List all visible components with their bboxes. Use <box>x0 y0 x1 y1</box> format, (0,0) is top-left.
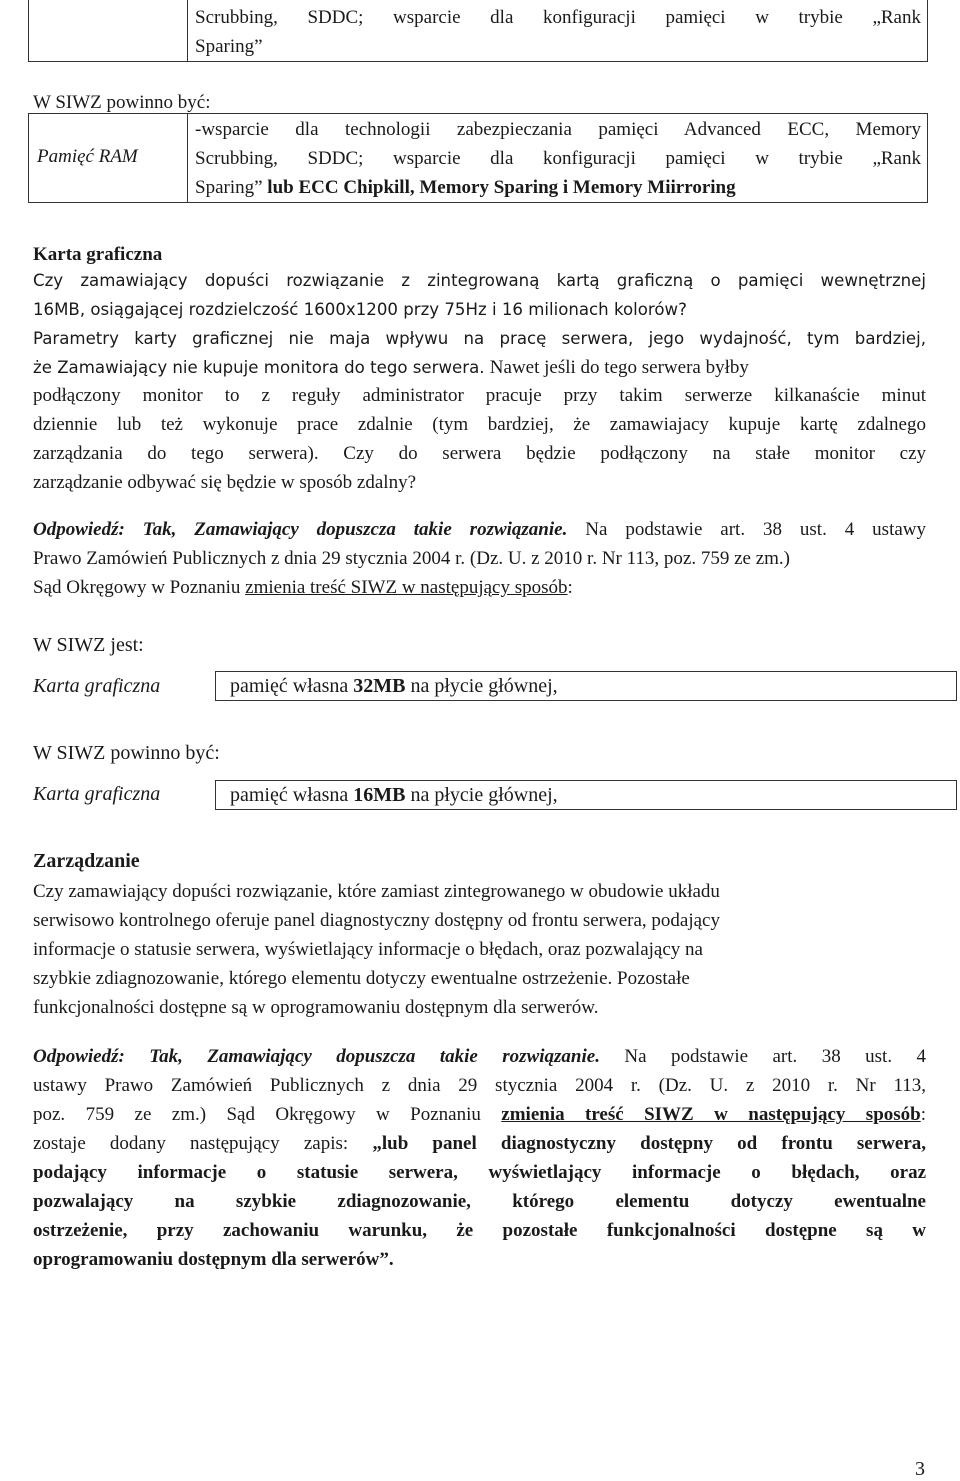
table-cell-should-text: pamięć własna 16MB na płycie głównej, <box>230 784 558 806</box>
table-cell-is-text: pamięć własna 32MB na płycie głównej, <box>230 675 558 697</box>
section-label: W SIWZ powinno być: <box>33 742 220 764</box>
section-label: W SIWZ powinno być: <box>33 92 211 113</box>
section-label: W SIWZ jest: <box>33 634 144 656</box>
table-cell-text: Scrubbing, SDDC; wsparcie dla konfiguracji pamięci w trybie „Rank Sparing” <box>195 7 921 57</box>
karta-label: Karta graficzna <box>33 675 161 697</box>
karta-label: Karta graficzna <box>33 783 161 805</box>
zarzadzanie-question: Czy zamawiający dopuści rozwiązanie, które zamiast zintegrowanego w obudowie układu serwisowo kontrolnego oferuje panel diagnostyczny dostępny od frontu serwera, podający informacje o statusie serwera, wyświetlający informacje o błędach, oraz pozwalający na szybkie zdiagnozowanie, którego elementu dotyczy ewentualne ostrzeżenie. Pozostałe funkcjonalności dostępne są w oprogramowaniu dostępnym dla serwerów. <box>33 881 720 1018</box>
ram-label: Pamięć RAM <box>37 146 138 167</box>
page-number: 3 <box>915 1458 925 1480</box>
table-divider-top <box>187 0 188 62</box>
answer-1: Odpowiedź: Tak, Zamawiający dopuszcza takie rozwiązanie. Na podstawie art. 38 ust. 4 ustawy Prawo Zamówień Publicznych z dnia 29 stycznia 2004 r. (Dz. U. z 2010 r. Nr 113, poz. 759 ze zm.) Sąd Okręgowy w Poznaniu zmienia treść SIWZ w następujący sposób: <box>33 519 926 598</box>
heading-zarzadzanie: Zarządzanie <box>33 850 140 872</box>
karta-question: Czy zamawiający dopuści rozwiązanie z zintegrowaną kartą graficzną o pamięci wewnętrznej 16MB, osiągającej rozdzielczość 1600x1200 przy 75Hz i 16 milionach kolorów? Parametry karty graficznej nie maja wpływu na pracę serwera, jego wydajność, tym bardziej, że Zamawiający nie kupuje monitora do tego serwera. Nawet jeśli do tego serwera byłby <box>33 271 926 378</box>
heading-karta-graficzna: Karta graficzna <box>33 244 163 265</box>
answer-2: Odpowiedź: Tak, Zamawiający dopuszcza takie rozwiązanie. Na podstawie art. 38 ust. 4 ustawy Prawo Zamówień Publicznych z dnia 29 stycznia 2004 r. (Dz. U. z 2010 r. Nr 113, poz. 759 ze zm.) Sąd Okręgowy w Poznaniu zmienia treść SIWZ w następujący sposób: zostaje dodany następujący zapis: „lub panel diagnostyczny dostępny od frontu serwera, podający informacje o statusie serwera, wyświetlający informacje o błędach, oraz pozwalający na szybkie zdiagnozowanie, którego elementu dotyczy ewentualne ostrzeżenie, przy zachowaniu warunku, że pozostałe funkcjonalności dostępne są w oprogramowaniu dostępnym dla serwerów”. <box>33 1046 927 1270</box>
table-divider-ram <box>187 113 188 203</box>
ram-cell-text: -wsparcie dla technologii zabezpieczania pamięci Advanced ECC, Memory Scrubbing, SDDC; wsparcie dla konfiguracji pamięci w trybie „Rank Sparing” lub ECC Chipkill, Memory Sparing i Memory Miirroring <box>195 119 921 198</box>
karta-question-cont: podłączony monitor to z reguły administrator pracuje przy takim serwerze kilkanaście minut dziennie lub też wykonuje prace zdalnie (tym bardziej, że zamawiajacy kupuje kartę zdalnego zarządzania do tego serwera). Czy do serwera będzie podłączony na stałe monitor czy zarządzanie odbywać się będzie w sposób zdalny? <box>33 385 926 493</box>
